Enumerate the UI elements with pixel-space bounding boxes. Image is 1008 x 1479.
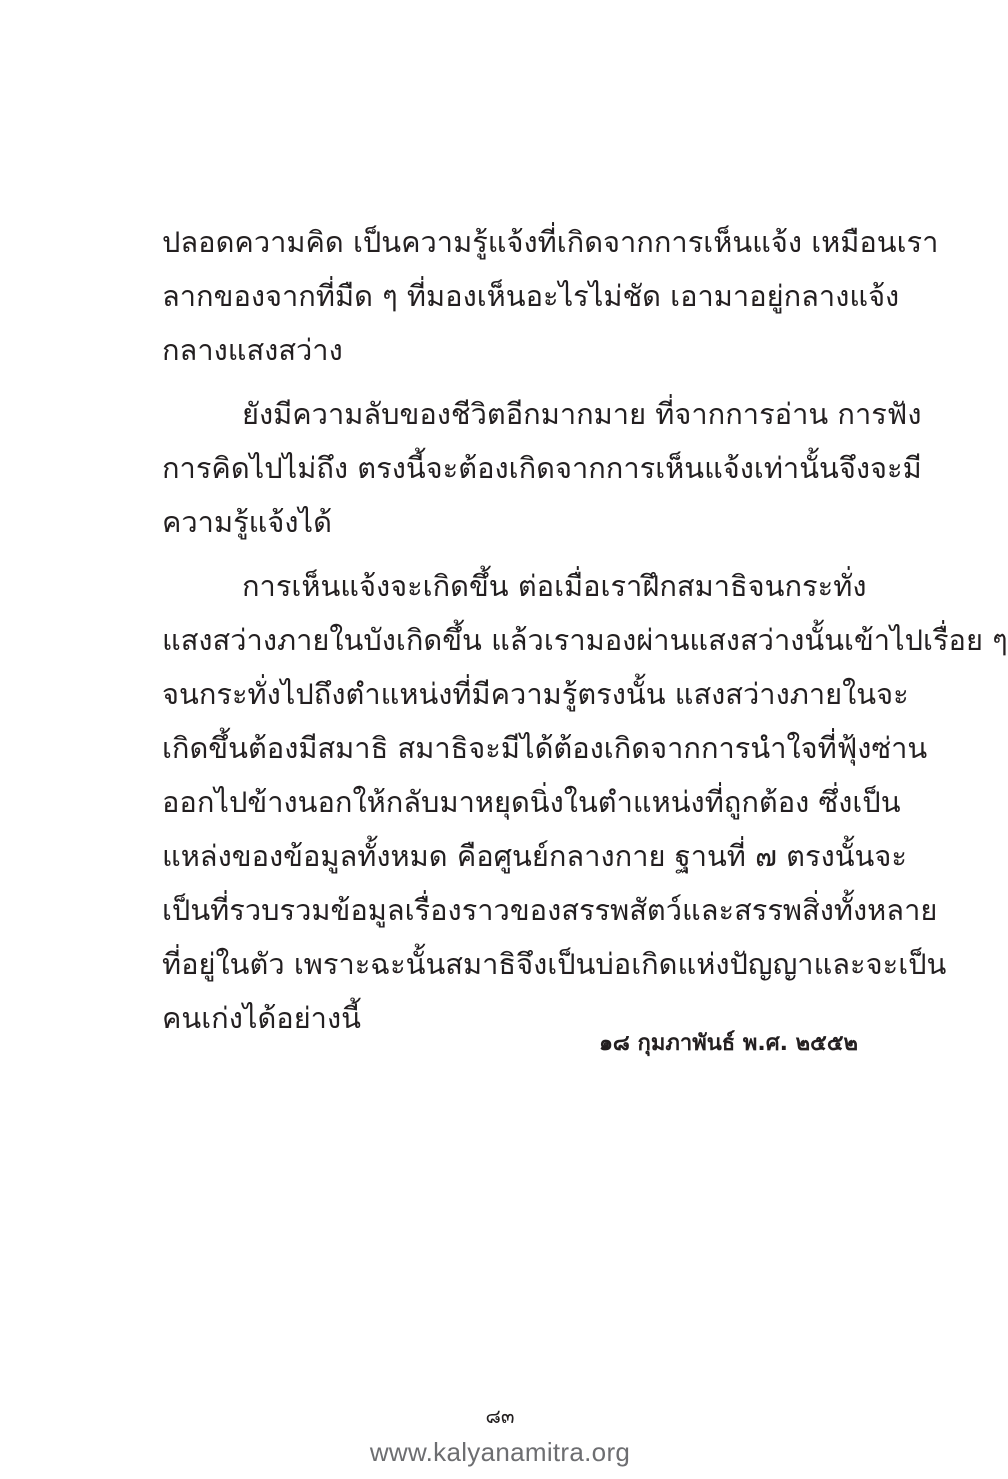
- text-line: จนกระทั่งไปถึงตำแหน่งที่มีความรู้ตรงนั้น แสงสว่างภายในจะ: [162, 677, 909, 711]
- text-line: เกิดขึ้นต้องมีสมาธิ สมาธิจะมีได้ต้องเกิดจากการนำใจที่ฟุ้งซ่าน: [162, 731, 928, 765]
- text-line: การคิดไปไม่ถึง ตรงนี้จะต้องเกิดจากการเห็นแจ้งเท่านั้นจึงจะมี: [162, 451, 922, 485]
- text-line: ลากของจากที่มืด ๆ ที่มองเห็นอะไรไม่ชัด เอามาอยู่กลางแจ้ง: [162, 279, 900, 313]
- date-signature: ๑๘ กุมภาพันธ์ พ.ศ. ๒๕๕๒: [598, 1031, 858, 1056]
- text-line: ที่อยู่ในตัว เพราะฉะนั้นสมาธิจึงเป็นบ่อเกิดแห่งปัญญาและจะเป็น: [162, 947, 947, 981]
- text-line: ยังมีความลับของชีวิตอีกมากมาย ที่จากการอ่าน การฟัง: [242, 397, 922, 431]
- text-line: ปลอดความคิด เป็นความรู้แจ้งที่เกิดจากการเห็นแจ้ง เหมือนเรา: [162, 225, 939, 259]
- text-line: ความรู้แจ้งได้: [162, 505, 332, 539]
- text-line: คนเก่งได้อย่างนี้: [162, 1001, 361, 1035]
- text-line: แสงสว่างภายในบังเกิดขึ้น แล้วเรามองผ่านแสงสว่างนั้นเข้าไปเรื่อย ๆ: [162, 623, 1008, 657]
- footer-url: www.kalyanamitra.org: [369, 1437, 631, 1467]
- text-line: ออกไปข้างนอกให้กลับมาหยุดนิ่งในตำแหน่งที่ถูกต้อง ซึ่งเป็น: [162, 785, 901, 819]
- paragraph: [162, 387, 922, 549]
- text-line: แหล่งของข้อมูลทั้งหมด คือศูนย์กลางกาย ฐานที่ ๗ ตรงนั้นจะ: [162, 839, 907, 873]
- body-text: [162, 215, 1008, 1045]
- page-number: ๘๓: [485, 1404, 515, 1428]
- paragraph: [162, 215, 939, 377]
- text-line: การเห็นแจ้งจะเกิดขึ้น ต่อเมื่อเราฝึกสมาธิจนกระทั่ง: [242, 569, 867, 603]
- text-line: กลางแสงสว่าง: [162, 333, 343, 367]
- paragraph: [162, 559, 1008, 1045]
- text-line: เป็นที่รวบรวมข้อมูลเรื่องราวของสรรพสัตว์และสรรพสิ่งทั้งหลาย: [162, 893, 938, 927]
